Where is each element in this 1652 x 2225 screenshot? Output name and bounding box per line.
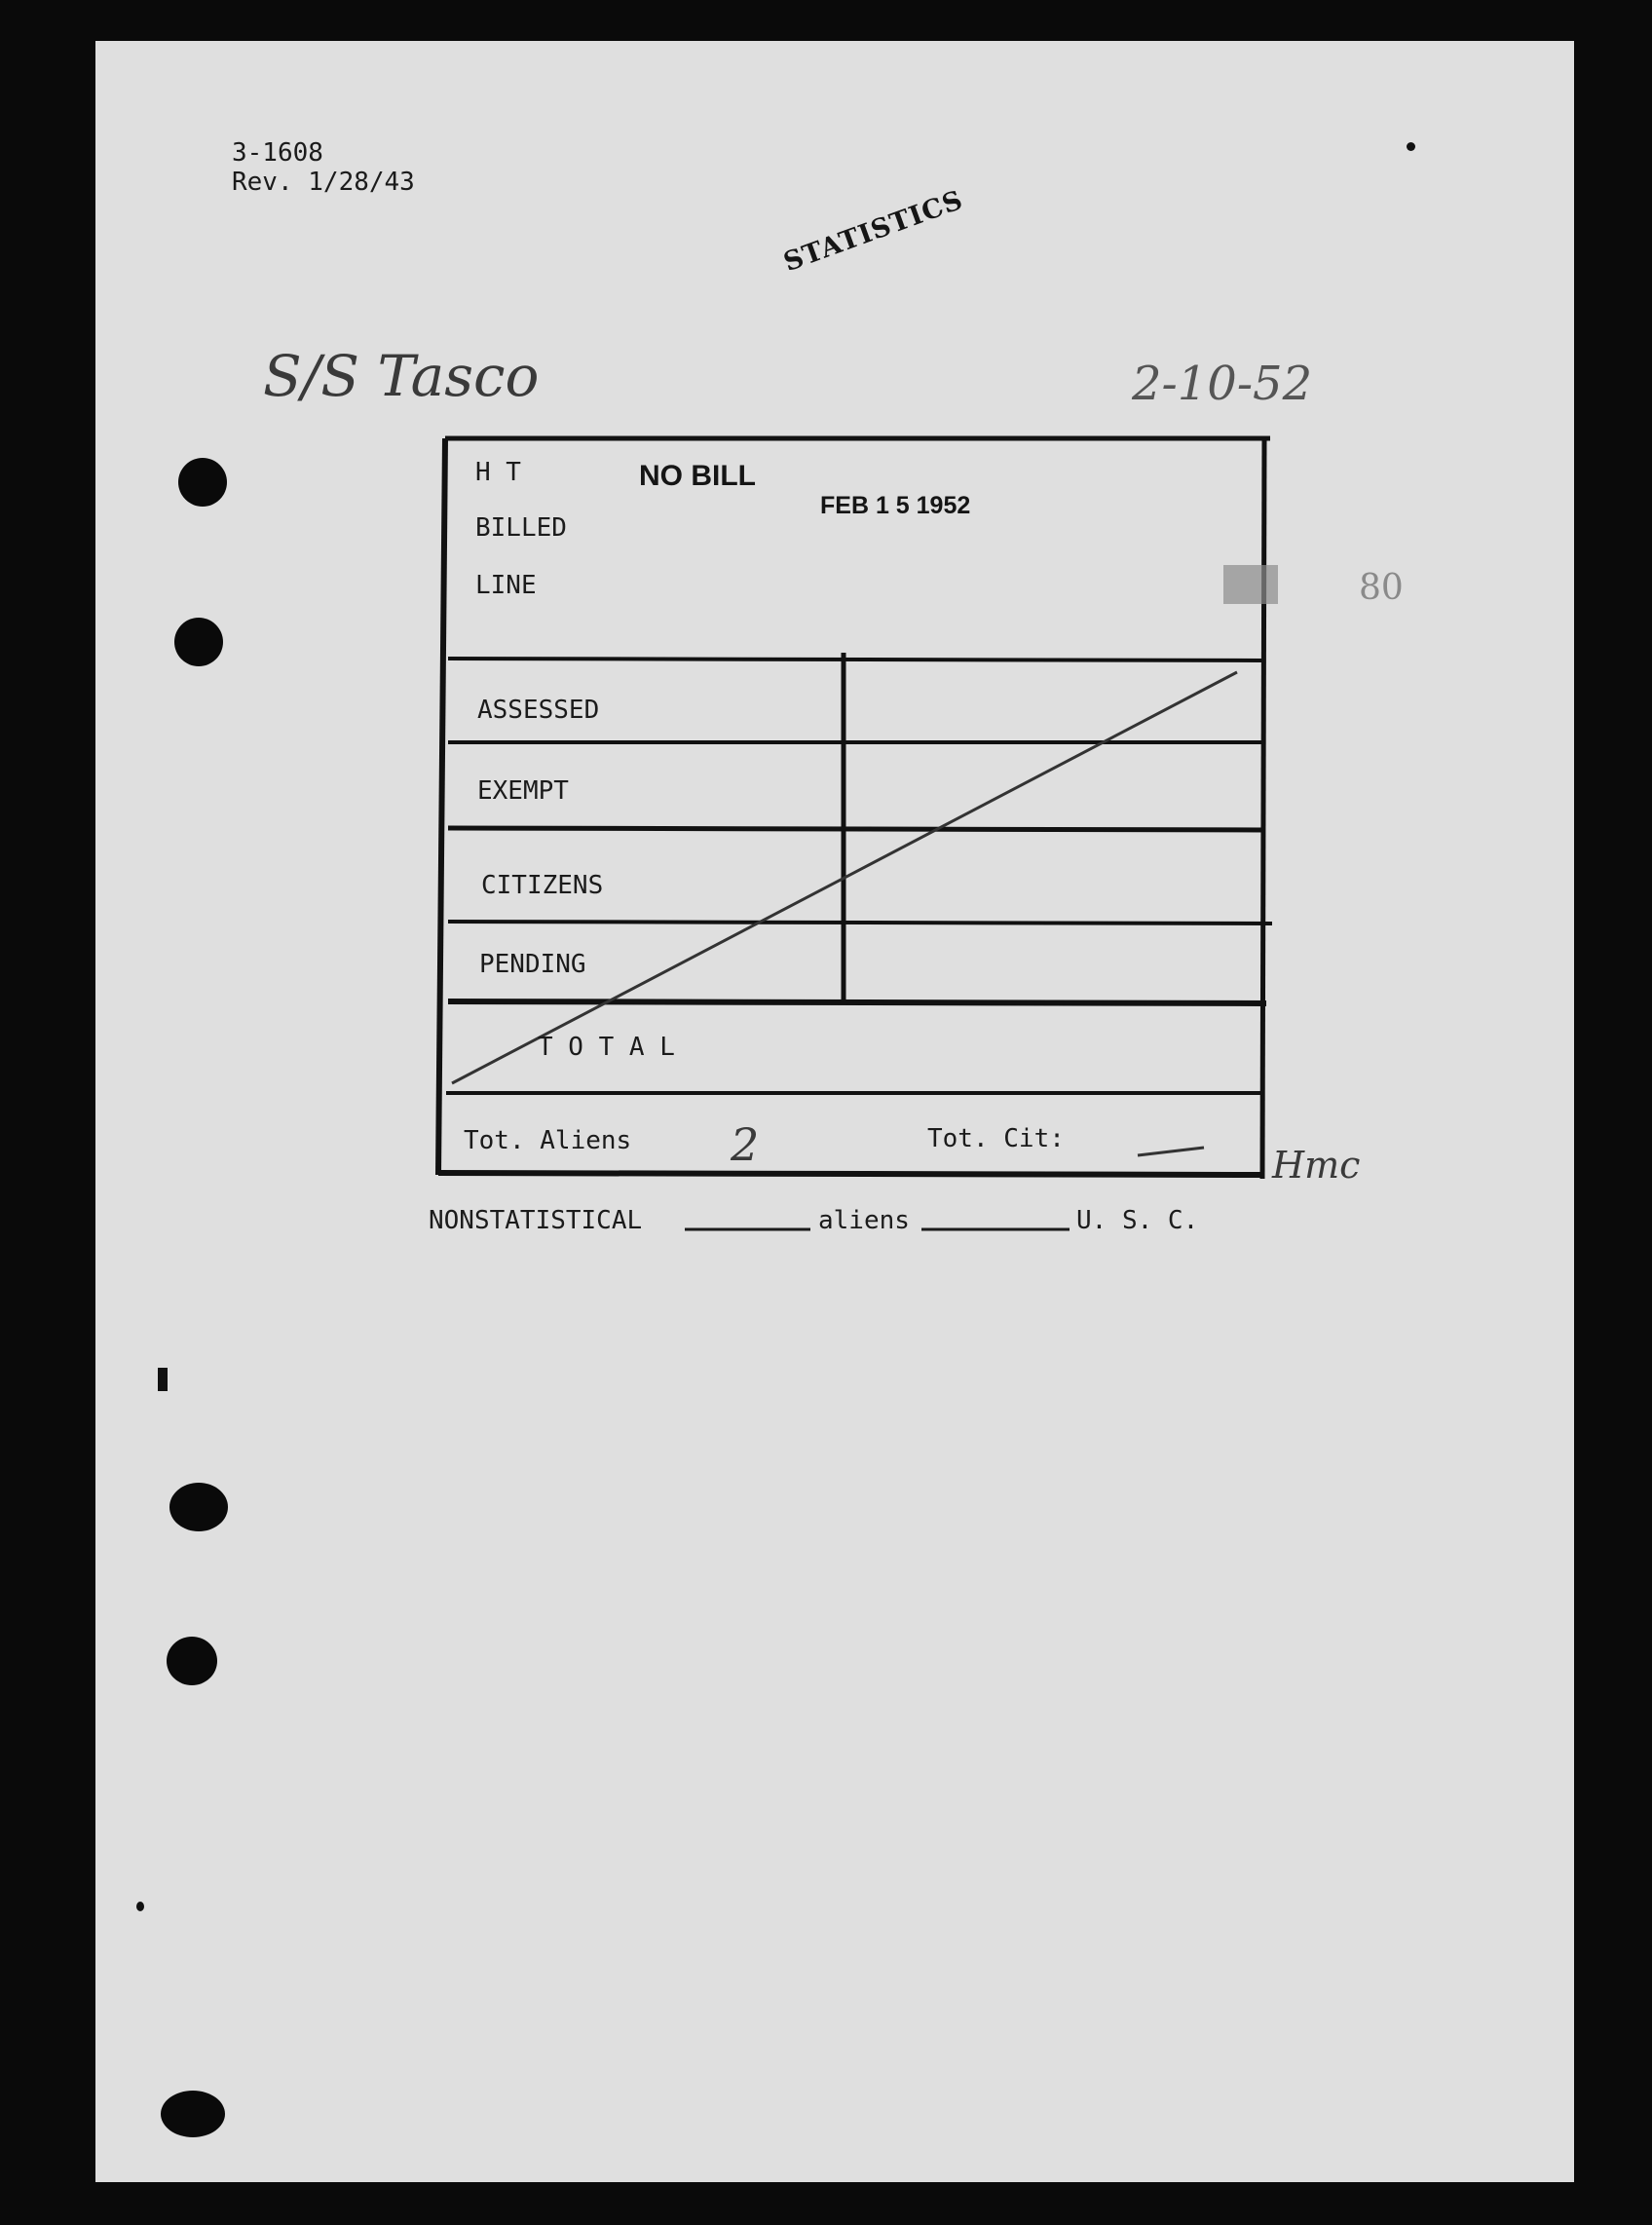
pending-label: PENDING [479,950,586,979]
usc-label: U. S. C. [1076,1206,1199,1235]
ink-speck [136,1902,144,1911]
side-number: 80 [1359,568,1404,608]
exempt-label: EXEMPT [477,776,569,806]
form-revision: Rev. 1/28/43 [232,168,415,197]
tot-aliens-label: Tot. Aliens [464,1126,632,1155]
statistics-stamp: STATISTICS [779,184,967,279]
handwritten-date: 2-10-52 [1132,357,1313,411]
tot-cit-label: Tot. Cit: [927,1124,1065,1153]
ship-name: S/S Tasco [263,343,540,409]
citizens-label: CITIZENS [481,871,604,900]
no-bill-stamp: NO BILL [639,460,756,492]
tot-cit-value [1147,1120,1157,1131]
ink-speck [1407,142,1415,151]
ink-speck [158,1368,168,1391]
total-label: T O T A L [538,1033,675,1062]
tot-aliens-value: 2 [731,1118,760,1171]
initials: Hmc [1272,1144,1361,1187]
billed-label: BILLED [475,513,567,543]
nonstatistical-label: NONSTATISTICAL [429,1206,643,1235]
form-number: 3-1608 [232,138,323,168]
date-received-stamp: FEB 1 5 1952 [820,492,971,519]
aliens-label: aliens [818,1206,910,1235]
line-label: LINE [475,571,537,600]
tot-cit-dash [1138,1148,1204,1155]
ht-label: H T [475,458,521,487]
assessed-label: ASSESSED [477,696,600,725]
stamp-smudge [1223,565,1278,604]
